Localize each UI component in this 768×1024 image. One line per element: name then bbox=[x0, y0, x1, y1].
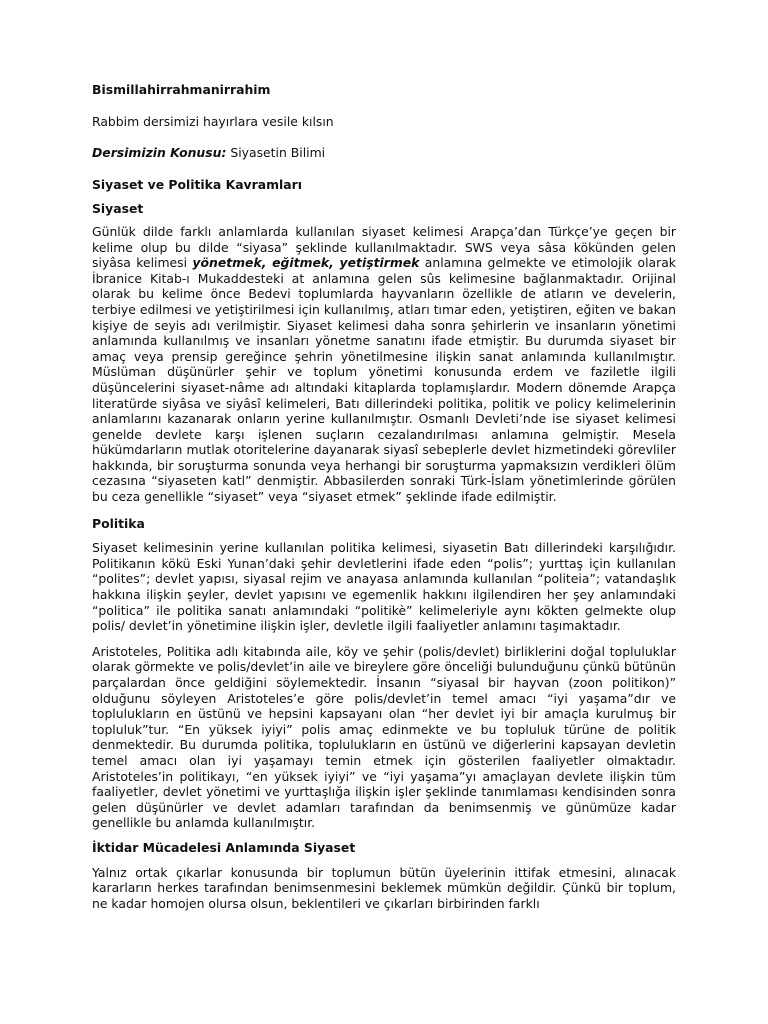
siyaset-emphasis: yönetmek, eğitmek, yetiştirmek bbox=[192, 255, 420, 271]
paragraph-politika-2: Aristoteles, Politika adlı kitabında aile, köy ve şehir (polis/devlet) birliklerini doğal topluluklar olarak görmekte ve polis/devlet’in aile ve bireylere göre önceliği bulunduğunu çünkü bütünün parçalardan önce geldiğini söylemektedir. İnsanın “siyasal bir hayvan (zoon politikon)” olduğunu söyleyen Aristoteles’e göre polis/devlet’in temel amacı “iyi yaşama”dır ve toplulukların en üstünü ve hepsini kapsayanı olan “her devlet iyi bir amaçla kurulmuş bir topluluk”tur. “En yüksek iyiyi” polis amaç edinmekte ve bu topluluk türüne de politik denmektedir. Bu durumda politika, toplulukların en üstünü ve diğerlerini kapsayan devletin temel amacı olan iyi yaşamayı temin etmek için gösterilen faaliyetler olmaktadır. Aristoteles’in politikayı, “en yüksek iyiyi” ve “iyi yaşama”yı amaçlayan devlete ilişkin tüm faaliyetler, devlet yönetimi ve yurttaşlığa ilişkin işler şeklinde tanımlaması kendisinden sonra gelen düşünürler ve devlet adamları tarafından da benimsenmiş ve günümüze kadar genellikle bu anlamda kullanılmıştır. bbox=[92, 643, 676, 831]
document-title: Bismillahirrahmanirrahim bbox=[92, 82, 271, 97]
paragraph-politika-1: Siyaset kelimesinin yerine kullanılan politika kelimesi, siyasetin Batı dillerindeki karşılığıdır. Politikanın kökü Eski Yunan’daki şehir devletlerini ifade eden “polis”; yurttaş için kullanılan “polites”; devlet yapısı, siyasal rejim ve anayasa anlamında kullanılan “politeia”; vatandaşlık hakkına ilişkin şeyler, devlet yapısını ve egemenlik hakkını ilgilendiren her şey anlamındaki “politica” ile politika sanatı anlamındaki “politikè” kelimeleriyle aynı kökten gelmekte olup polis/ devlet’in yönetimine ilişkin işler, devletle ilgili faaliyetler anlamını taşımaktadır. bbox=[92, 540, 676, 634]
paragraph-iktidar: Yalnız ortak çıkarlar konusunda bir toplumun bütün üyelerinin ittifak etmesini, alınacak kararların herkes tarafından benimsenmesini beklemek mümkün değildir. Çünkü bir toplum, ne kadar homojen olursa olsun, beklentileri ve çıkarları birbirinden farklı bbox=[92, 864, 676, 911]
topic-value: Siyasetin Bilimi bbox=[226, 145, 326, 161]
topic-line bbox=[92, 145, 676, 161]
siyaset-text-b: anlamına gelmekte ve etimolojik olarak İbranice Kitab-ı Mukaddesteki at anlamına gelen sûs kelimesine bağlanmaktadır. Orijinal olarak bu kelime önce Bedevi toplumlarda hayvanların özellikle de atların ve develerin, terbiye edilmesi ve yetiştirilmesi için kullanılmış, atları tımar eden, yetiştiren, eğiten ve bakan kişiye de seyis adı verilmiştir. Siyaset kelimesi daha sonra şehirlerin ve insanların yönetimi anlamında kullanılmış ve insanları yönetme sanatını ifade etmiştir. Bu durumda siyaset bir amaç veya prensip gereğince şehrin yönetilmesine ilişkin sanat anlamında kullanılmıştır. Müslüman düşünürler şehir ve toplum yönetimi konusunda erdem ve faziletle ilgili düşüncelerini siyaset-nâme adı altındaki kitaplarda toplamışlardır. Modern dönemde Arapça literatürde siyâsa ve siyâsî kelimeleri, Batı dillerindeki politika, politik ve policy kelimelerinin anlamlarını kazanarak onların yerine kullanılmıştır. Osmanlı Devleti’nde ise siyaset kelimesi genelde devlete karşı işlenen suçların cezalandırılması anlamına gelmiştir. Mesela hükümdarların mutlak otoritelerine dayanarak siyasî sebeplerle devlet hizmetindeki görevliler hakkında, bir soruşturma sonunda veya herhangi bir soruşturma yapmaksızın verdikleri ölüm cezasına “siyaseten katl” denmiştir. Abbasilerden sonraki Türk-İslam yönetimlerinde görülen bu ceza genellikle “siyaset” veya “siyaset etmek” şeklinde ifade edilmiştir. bbox=[92, 255, 676, 505]
heading-siyaset: Siyaset bbox=[92, 201, 144, 217]
heading-iktidar: İktidar Mücadelesi Anlamında Siyaset bbox=[92, 839, 356, 855]
paragraph-siyaset bbox=[92, 224, 676, 505]
siyaset-text-a: Günlük dilde farklı anlamlarda kullanılan siyaset kelimesi Arapça’dan Türkçe’ye geçen bir kelime olup bu dilde “siyasa” şeklinde kullanılmaktadır. SWS veya sâsa kökünden gelen siyâsa kelimesi bbox=[92, 223, 676, 271]
topic-label: Dersimizin Konusu: bbox=[92, 145, 227, 161]
section-heading-main: Siyaset ve Politika Kavramları bbox=[92, 176, 302, 192]
document-page bbox=[92, 82, 676, 911]
heading-politika: Politika bbox=[92, 515, 145, 531]
prayer-line: Rabbim dersimizi hayırlara vesile kılsın bbox=[92, 113, 334, 129]
